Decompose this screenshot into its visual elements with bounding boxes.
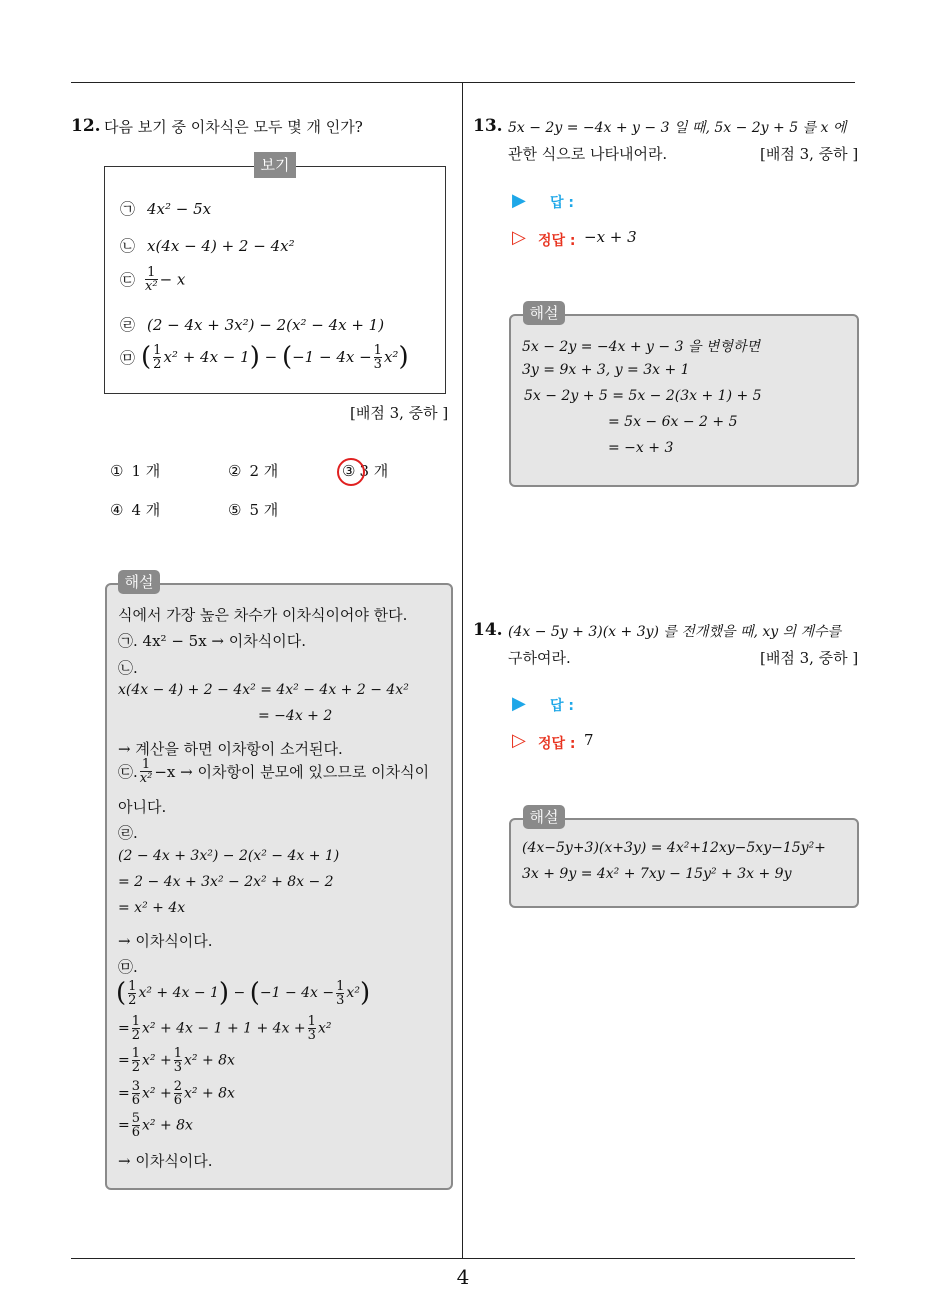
bogi-expr: x² (383, 348, 399, 366)
choice-label: 1 개 (131, 462, 161, 480)
fraction (145, 266, 158, 293)
choice-mark: ① (110, 462, 124, 480)
bogi-expr: − x (159, 270, 186, 289)
numerator: 1 (141, 757, 151, 772)
q13-answer-label: 답 : (550, 195, 574, 211)
sol-line: (2 − 4x + 3x²) − 2(x² − 4x + 1) (118, 848, 340, 864)
fraction (374, 344, 382, 371)
q13-solution-label: 해설 (523, 301, 565, 325)
sol-text: −x → 이차항이 분모에 있으므로 이차식이 (154, 763, 430, 781)
sol-line: = x² + 4x (118, 900, 186, 916)
sol-line: ㉤. (118, 958, 138, 976)
q12-score: [배점 3, 중하 ] (350, 404, 449, 422)
sol-text: x² + 8x (142, 1117, 193, 1134)
q14-score: [배점 3, 중하 ] (760, 649, 859, 667)
bogi-item-5 (120, 342, 409, 372)
choice-mark: ⑤ (228, 501, 242, 519)
bogi-mark: ㉢ (120, 271, 136, 289)
numerator: 1 (173, 1046, 182, 1061)
sol-line: → 이차식이다. (118, 1152, 213, 1170)
numerator: 1 (128, 978, 137, 994)
sol-line-frac (118, 758, 429, 785)
denominator: 3 (373, 356, 382, 372)
fraction (336, 980, 344, 1007)
fraction (140, 758, 153, 785)
q13-question-line2: 관한 식으로 나타내어라. (508, 145, 668, 163)
q12-number: 12. (71, 116, 101, 136)
sol-line: ㉠. 4x² − 5x → 이차식이다. (118, 632, 306, 650)
answer-arrow-icon: ▶ (512, 190, 526, 211)
choice-mark: ③ (342, 462, 356, 480)
paren-close: ) (249, 342, 260, 372)
bogi-expr: (2 − 4x + 3x²) − 2(x² − 4x + 1) (147, 316, 385, 334)
bogi-mark: ㉠ (120, 200, 136, 218)
q13-correct-label: 정답 : (538, 233, 576, 249)
sol-line: 3x + 9y = 4x² + 7xy − 15y² + 3x + 9y (522, 866, 792, 882)
sol-text: x² (317, 1020, 332, 1037)
q12-solution-label: 해설 (118, 570, 160, 594)
sol-text: = (118, 1117, 130, 1134)
denominator: 2 (128, 992, 137, 1008)
bogi-mark: ㉤ (120, 348, 136, 367)
minus-sign: − (229, 985, 250, 1001)
numerator: 3 (131, 1079, 141, 1094)
denominator: 2 (153, 356, 162, 372)
choice-label: 5 개 (249, 501, 279, 519)
minus-sign: − (259, 348, 282, 366)
sol-text: = (118, 1020, 130, 1037)
denominator: 3 (336, 992, 345, 1008)
fraction (132, 1112, 140, 1139)
paren-open: ( (281, 342, 293, 372)
q14-question-line2: 구하여라. (508, 649, 571, 667)
fraction (174, 1080, 182, 1107)
sol-line: (4x−5y+3)(x+3y) = 4x²+12xy−5xy−15y²+ (522, 840, 826, 856)
fraction (174, 1047, 182, 1074)
correct-arrow-icon: ▷ (512, 730, 526, 751)
sol-line: ㉣. (118, 824, 138, 842)
q14-solution-box (509, 818, 859, 908)
choice-2[interactable] (228, 460, 278, 481)
bogi-label: 보기 (254, 152, 296, 178)
bogi-item-2 (120, 235, 295, 256)
paren-open: ( (141, 342, 152, 372)
numerator: 2 (173, 1079, 182, 1094)
q13-correct-value: −x + 3 (584, 228, 637, 246)
sol-line-frac (116, 978, 370, 1008)
bogi-expr: −1 − 4x − (292, 348, 372, 366)
sol-line: → 이차식이다. (118, 932, 213, 950)
choice-label: 3 개 (359, 462, 389, 480)
numerator: 1 (373, 342, 382, 358)
bogi-mark: ㉡ (120, 237, 136, 255)
sol-line: x(4x − 4) + 2 − 4x² = 4x² − 4x + 2 − 4x² (118, 682, 409, 698)
sol-line: = 5x − 6x − 2 + 5 (608, 414, 738, 430)
bogi-item-1 (120, 198, 211, 219)
bogi-expr: x² + 4x − 1 (163, 348, 250, 366)
q14-question-line1: (4x − 5y + 3)(x + 3y) 를 전개했을 때, xy 의 계수를 (508, 624, 842, 640)
paren-close: ) (398, 342, 409, 372)
sol-line: 3y = 9x + 3, y = 3x + 1 (522, 362, 690, 378)
sol-text: x² + (142, 1052, 172, 1069)
sol-text: = (118, 1052, 130, 1069)
choice-label: 2 개 (249, 462, 279, 480)
numerator: 1 (336, 978, 345, 994)
sol-line: = −4x + 2 (258, 708, 333, 724)
bogi-item-4 (120, 314, 384, 335)
numerator: 1 (153, 342, 162, 358)
denominator: 3 (173, 1060, 182, 1075)
paren-close: ) (359, 978, 371, 1008)
fraction (153, 344, 161, 371)
bogi-mark: ㉣ (120, 316, 136, 334)
sol-text: −1 − 4x − (259, 985, 335, 1001)
sol-text: x² + 8x (184, 1052, 235, 1069)
bogi-expr: x(4x − 4) + 2 − 4x² (147, 237, 295, 255)
choice-label: 4 개 (131, 501, 161, 519)
numerator: 5 (131, 1111, 141, 1126)
q14-number: 14. (473, 620, 503, 640)
numerator: 1 (131, 1046, 141, 1061)
sol-text: = (118, 1085, 130, 1102)
denominator: 6 (131, 1125, 141, 1140)
sol-text: x² + (142, 1085, 172, 1102)
paren-close: ) (218, 978, 230, 1008)
correct-arrow-icon: ▷ (512, 227, 526, 248)
choice-4[interactable] (110, 499, 160, 520)
choice-5[interactable] (228, 499, 278, 520)
sol-text: x² + 4x − 1 + 1 + 4x + (142, 1020, 306, 1037)
fraction (132, 1015, 140, 1042)
fraction (128, 980, 136, 1007)
sol-mark: ㉢. (118, 763, 138, 781)
choice-mark: ④ (110, 501, 124, 519)
sol-line-frac (118, 1112, 193, 1139)
sol-text: x² + 4x − 1 (138, 985, 219, 1001)
fraction (132, 1080, 140, 1107)
sol-text: x² + 8x (184, 1085, 235, 1102)
denominator: x² (139, 771, 153, 786)
sol-line: 식에서 가장 높은 차수가 이차식이어야 한다. (118, 606, 408, 624)
q13-score: [배점 3, 중하 ] (760, 145, 859, 163)
top-rule (71, 82, 855, 83)
choice-1[interactable] (110, 460, 160, 481)
numerator: 1 (147, 265, 156, 280)
denominator: 2 (131, 1060, 141, 1075)
numerator: 1 (131, 1014, 141, 1029)
choice-mark: ② (228, 462, 242, 480)
denominator: 2 (131, 1028, 141, 1043)
column-divider (462, 83, 463, 1258)
q14-correct-value: 7 (584, 731, 594, 749)
q13-question-line1: 5x − 2y = −4x + y − 3 일 때, 5x − 2y + 5 를 x 에 (508, 120, 847, 136)
q14-solution-label: 해설 (523, 805, 565, 829)
answer-arrow-icon: ▶ (512, 693, 526, 714)
bogi-item-3 (120, 266, 185, 293)
q12-question: 다음 보기 중 이차식은 모두 몇 개 인가? (104, 118, 363, 136)
q14-answer-label: 답 : (550, 698, 574, 714)
sol-line: = −x + 3 (608, 440, 674, 456)
paren-open: ( (249, 978, 260, 1008)
sol-text: x² (346, 985, 360, 1001)
sol-line: 5x − 2y + 5 = 5x − 2(3x + 1) + 5 (524, 388, 762, 404)
denominator: 3 (307, 1028, 316, 1043)
fraction (132, 1047, 140, 1074)
sol-line: = 2 − 4x + 3x² − 2x² + 8x − 2 (118, 874, 334, 890)
numerator: 1 (307, 1014, 316, 1029)
page-number: 4 (456, 1265, 470, 1289)
sol-line: ㉡. (118, 659, 138, 677)
denominator: 6 (131, 1093, 141, 1108)
denominator: 6 (173, 1093, 182, 1108)
sol-line-frac (118, 1080, 235, 1107)
sol-line-frac (118, 1015, 331, 1042)
denominator: x² (145, 279, 158, 294)
sol-line: 5x − 2y = −4x + y − 3 을 변형하면 (522, 339, 761, 355)
q13-number: 13. (473, 116, 503, 136)
sol-line: → 계산을 하면 이차항이 소거된다. (118, 740, 343, 758)
sol-line: 아니다. (118, 798, 167, 816)
q14-correct-label: 정답 : (538, 736, 576, 752)
paren-open: ( (116, 978, 127, 1008)
fraction (308, 1015, 316, 1042)
bottom-rule (71, 1258, 855, 1259)
bogi-expr: 4x² − 5x (147, 200, 212, 218)
answer-circle-mark (337, 458, 365, 486)
sol-line-frac (118, 1047, 235, 1074)
